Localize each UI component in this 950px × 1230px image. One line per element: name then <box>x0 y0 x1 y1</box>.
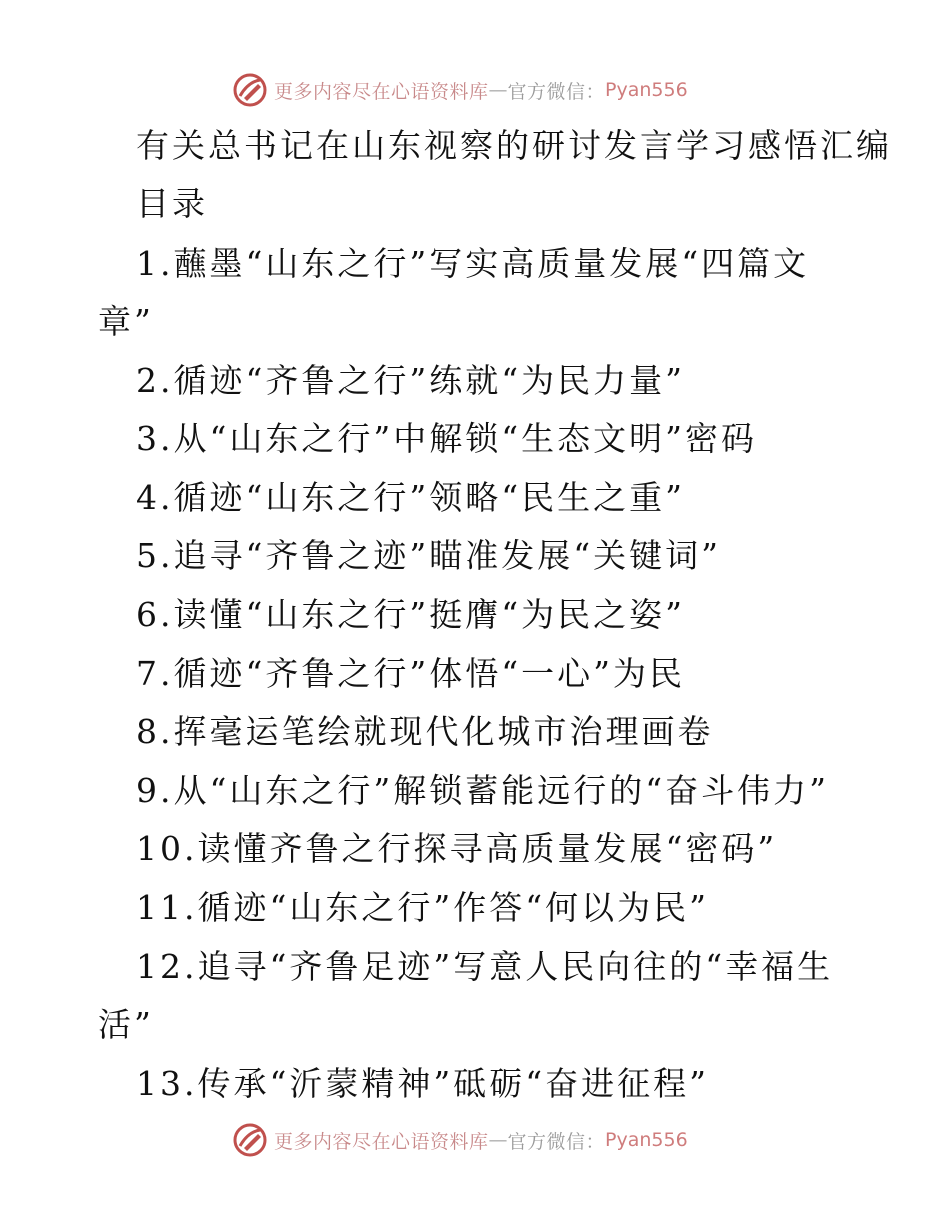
toc-item: 3.从“山东之行”中解锁“生态文明”密码 <box>136 419 757 458</box>
watermark-site-text: 更多内容尽在心语资料库 <box>274 1130 489 1153</box>
toc-item: 12.追寻“齐鲁足迹”写意人民向往的“幸福生 <box>136 947 834 986</box>
toc-item: 8.挥毫运笔绘就现代化城市治理画卷 <box>136 712 714 751</box>
toc-item: 9.从“山东之行”解锁蓄能远行的“奋斗伟力” <box>136 771 829 810</box>
watermark-wechat-id: Pyan556 <box>605 79 688 101</box>
toc-item: 13.传承“沂蒙精神”砥砺“奋进征程” <box>136 1064 709 1103</box>
toc-item-continued: 章” <box>98 302 154 341</box>
watermark-separator: — <box>488 79 508 101</box>
toc-item: 7.循迹“齐鲁之行”体悟“一心”为民 <box>136 654 685 693</box>
toc-heading: 目录 <box>136 184 208 223</box>
toc-item: 5.追寻“齐鲁之迹”瞄准发展“关键词” <box>136 536 721 575</box>
toc-item: 1.蘸墨“山东之行”写实高质量发展“四篇文 <box>136 244 810 283</box>
watermark-channel-text: 官方微信： <box>507 80 606 103</box>
toc-item-continued: 活” <box>98 1005 154 1044</box>
watermark-separator: — <box>488 1129 508 1151</box>
pen-logo-icon <box>232 72 268 108</box>
document-title: 有关总书记在山东视察的研讨发言学习感悟汇编 <box>136 126 892 165</box>
footer-watermark <box>232 1120 688 1160</box>
toc-item: 10.读懂齐鲁之行探寻高质量发展“密码” <box>136 829 778 868</box>
toc-item: 4.循迹“山东之行”领略“民生之重” <box>136 478 685 517</box>
watermark-site-text: 更多内容尽在心语资料库 <box>274 80 489 103</box>
toc-item: 6.读懂“山东之行”挺膺“为民之姿” <box>136 595 685 634</box>
watermark-channel-text: 官方微信： <box>507 1130 606 1153</box>
header-watermark <box>232 70 688 110</box>
pen-logo-icon <box>232 1122 268 1158</box>
toc-item: 11.循迹“山东之行”作答“何以为民” <box>136 888 709 927</box>
watermark-wechat-id: Pyan556 <box>605 1129 688 1151</box>
toc-item: 2.循迹“齐鲁之行”练就“为民力量” <box>136 361 685 400</box>
